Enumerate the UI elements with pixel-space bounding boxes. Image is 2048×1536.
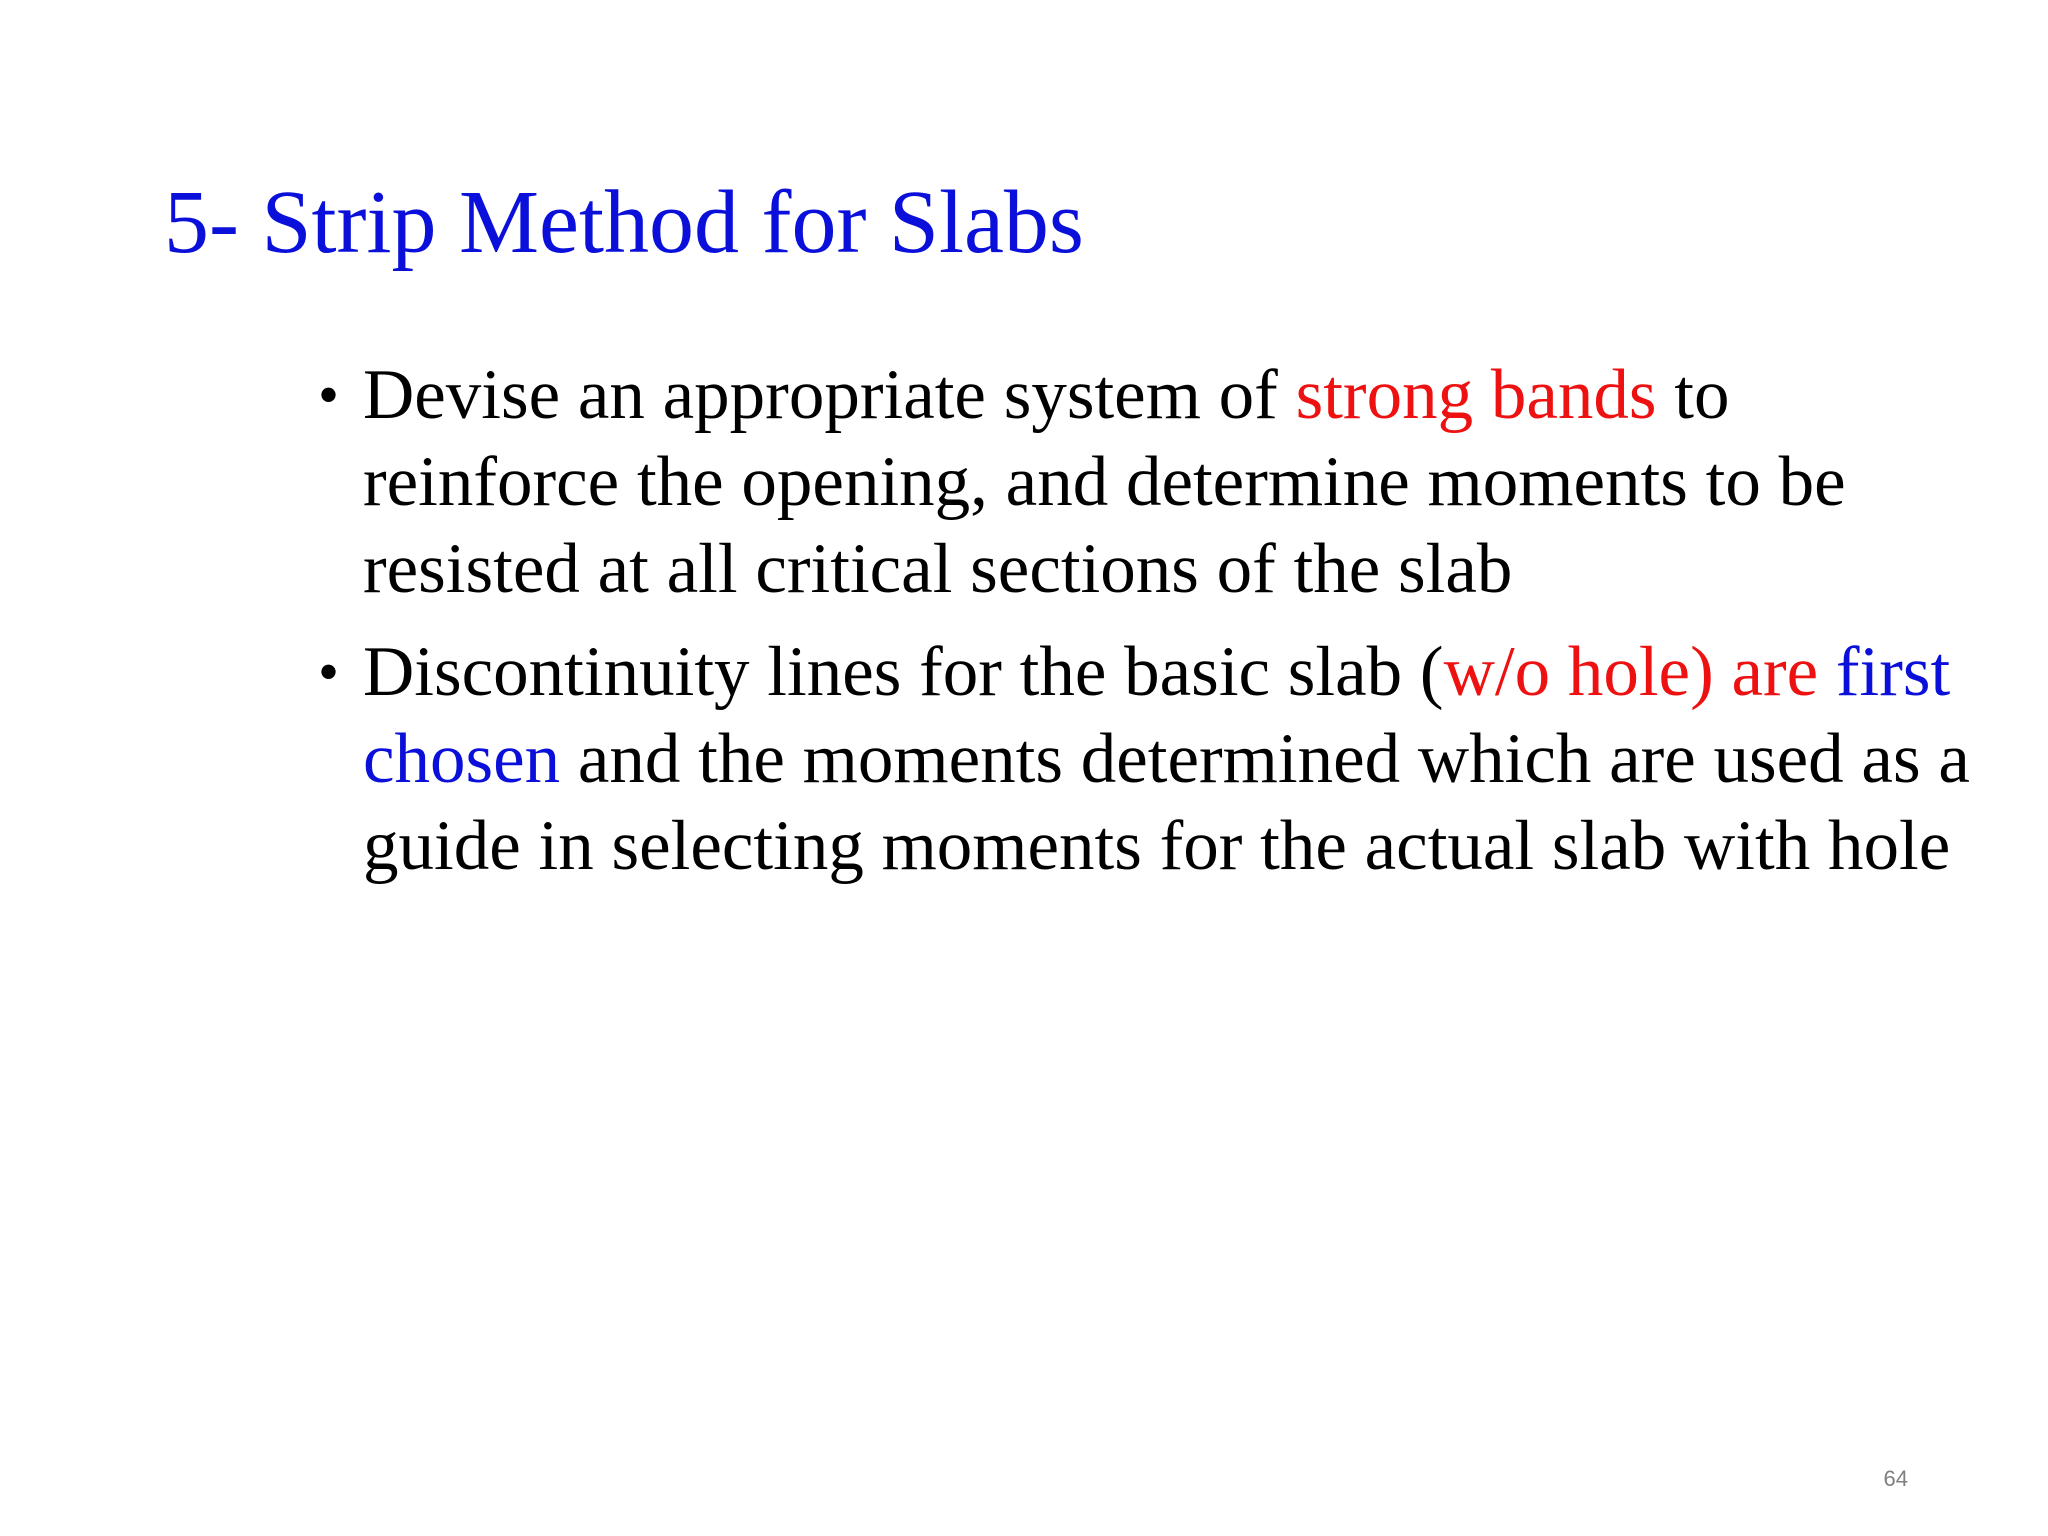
bullet-segment: to reinforce the opening, and determine moments to be resisted at all critical sections of the slab	[363, 356, 1846, 608]
page-number: 64	[1883, 1466, 1908, 1491]
bullet-list	[318, 352, 1978, 890]
bullet-item	[318, 629, 1978, 890]
bullet-marker: •	[318, 639, 340, 705]
bullet-segment: Discontinuity lines for the basic slab (	[363, 633, 1444, 711]
bullet-highlight-strong-bands: strong bands	[1295, 356, 1657, 434]
bullet-highlight-without-hole: w/o hole	[1443, 633, 1691, 711]
bullet-item	[318, 352, 1978, 613]
bullet-segment: ) are	[1690, 633, 1836, 711]
bullet-marker: •	[318, 362, 340, 428]
bullet-highlight-first-chosen: first chosen	[363, 633, 1951, 798]
slide-title: 5- Strip Method for Slabs	[164, 173, 1084, 272]
bullet-segment: and the moments determined which are used as a guide in selecting moments for the actual slab with hole	[363, 720, 1970, 885]
bullet-segment: Devise an appropriate system of	[363, 356, 1296, 434]
